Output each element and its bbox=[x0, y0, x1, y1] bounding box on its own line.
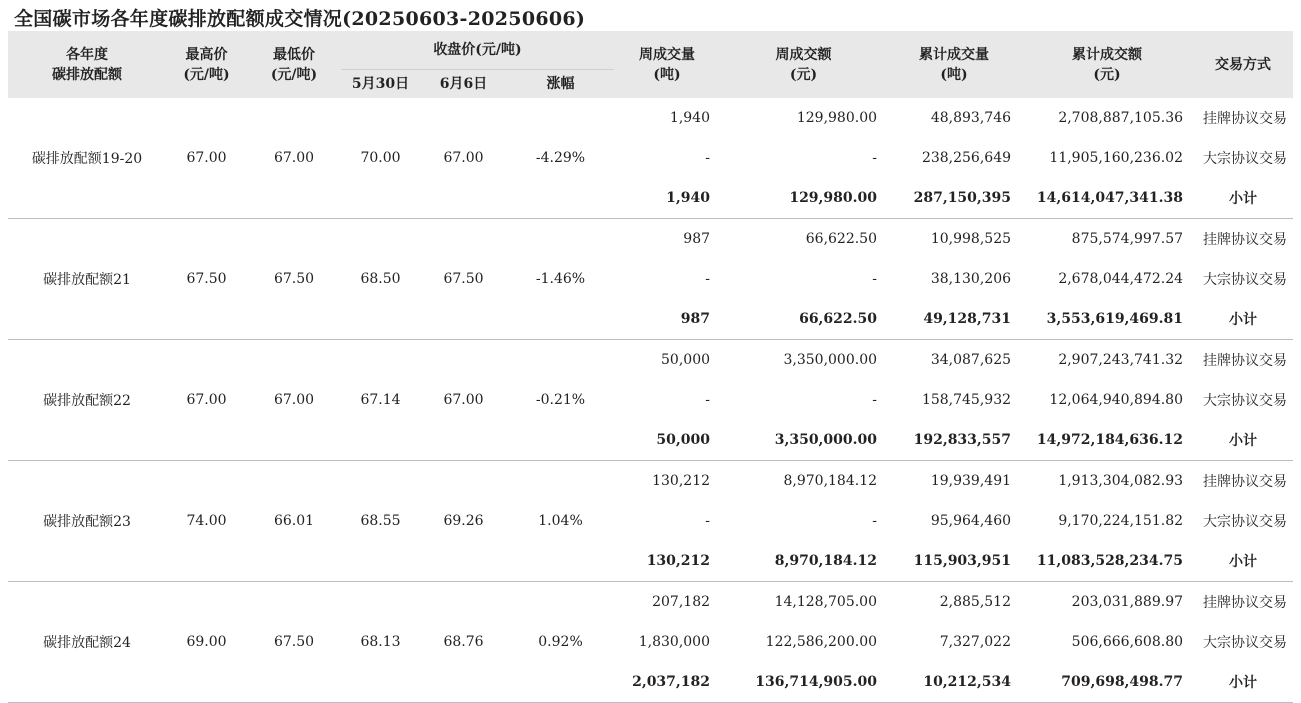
price-change-cell: 1.04% bbox=[507, 461, 614, 582]
page-title: 全国碳市场各年度碳排放配额成交情况(20250603-20250606) bbox=[14, 8, 586, 30]
cum-volume-cell: 238,256,649 bbox=[921, 150, 1012, 166]
trade-method-cell: 小计 bbox=[1193, 299, 1293, 340]
price-change-cell: 0.92% bbox=[507, 582, 614, 703]
allowance-name-cell: 碳排放配额21 bbox=[8, 219, 166, 340]
low-price-cell: 67.50 bbox=[247, 219, 341, 340]
allowance-name-cell: 碳排放配额22 bbox=[8, 340, 166, 461]
price-change-cell: -4.29% bbox=[507, 98, 614, 219]
week-volume-cell: 1,940 bbox=[669, 110, 711, 126]
cum-amount-cell: 14,972,184,636.12 bbox=[1021, 420, 1193, 461]
cum-volume-cell: 10,998,525 bbox=[930, 231, 1012, 247]
trade-method-cell: 小计 bbox=[1193, 420, 1293, 461]
trade-method-cell: 大宗协议交易 bbox=[1203, 635, 1288, 651]
high-price-cell: 67.00 bbox=[166, 98, 247, 219]
header-close-jun6: 6月6日 bbox=[420, 70, 507, 99]
cum-amount-cell: 14,614,047,341.38 bbox=[1021, 178, 1193, 219]
header-cum-volume: 累计成交量 (吨) bbox=[887, 31, 1021, 98]
close-may30-cell: 68.13 bbox=[341, 582, 420, 703]
cum-amount-cell: 709,698,498.77 bbox=[1021, 662, 1193, 703]
table-header bbox=[8, 31, 1293, 98]
cum-volume-cell: 34,087,625 bbox=[930, 352, 1012, 368]
cum-amount-cell: 1,913,304,082.93 bbox=[1058, 473, 1184, 489]
cum-volume-cell: 19,939,491 bbox=[930, 473, 1012, 489]
week-amount-cell: - bbox=[872, 150, 878, 166]
week-volume-cell: 1,830,000 bbox=[638, 634, 711, 650]
cum-volume-cell: 49,128,731 bbox=[887, 299, 1021, 340]
header-allowance: 各年度 碳排放配额 bbox=[8, 31, 166, 98]
header-close-price: 收盘价(元/吨) bbox=[341, 31, 614, 70]
price-change-cell: -0.21% bbox=[507, 340, 614, 461]
week-volume-cell: 987 bbox=[614, 299, 720, 340]
high-price-cell: 67.50 bbox=[166, 219, 247, 340]
close-jun6-cell: 67.00 bbox=[420, 98, 507, 219]
close-may30-cell: 68.50 bbox=[341, 219, 420, 340]
week-volume-cell: - bbox=[705, 150, 711, 166]
trade-method-cell: 挂牌协议交易 bbox=[1203, 111, 1288, 127]
low-price-cell: 67.00 bbox=[247, 340, 341, 461]
week-amount-cell: 3,350,000.00 bbox=[783, 352, 878, 368]
cum-amount-cell: 875,574,997.57 bbox=[1071, 231, 1184, 247]
allowance-name-cell: 碳排放配额24 bbox=[8, 582, 166, 703]
cum-volume-cell: 192,833,557 bbox=[887, 420, 1021, 461]
week-amount-cell: 3,350,000.00 bbox=[720, 420, 887, 461]
week-volume-cell: - bbox=[705, 392, 711, 408]
week-volume-cell: 207,182 bbox=[652, 594, 711, 610]
close-jun6-cell: 67.00 bbox=[420, 340, 507, 461]
week-amount-cell: 14,128,705.00 bbox=[774, 594, 878, 610]
week-volume-cell: 1,940 bbox=[614, 178, 720, 219]
header-low-price: 最低价 (元/吨) bbox=[247, 31, 341, 98]
cum-amount-cell: 506,666,608.80 bbox=[1071, 634, 1184, 650]
trade-method-cell: 小计 bbox=[1193, 178, 1293, 219]
trade-method-cell: 大宗协议交易 bbox=[1203, 151, 1288, 167]
header-close-may30: 5月30日 bbox=[341, 70, 420, 99]
week-amount-cell: 66,622.50 bbox=[720, 299, 887, 340]
cum-volume-cell: 2,885,512 bbox=[939, 594, 1012, 610]
week-amount-cell: 66,622.50 bbox=[805, 231, 878, 247]
week-amount-cell: 8,970,184.12 bbox=[783, 473, 878, 489]
high-price-cell: 74.00 bbox=[166, 461, 247, 582]
cum-amount-cell: 11,905,160,236.02 bbox=[1049, 150, 1184, 166]
week-amount-cell: - bbox=[872, 513, 878, 529]
allowance-name-cell: 碳排放配额19-20 bbox=[8, 98, 166, 219]
week-amount-cell: 129,980.00 bbox=[720, 178, 887, 219]
cum-amount-cell: 203,031,889.97 bbox=[1071, 594, 1184, 610]
cum-amount-cell: 2,678,044,472.24 bbox=[1058, 271, 1184, 287]
header-high-price: 最高价 (元/吨) bbox=[166, 31, 247, 98]
cum-amount-cell: 2,708,887,105.36 bbox=[1058, 110, 1184, 126]
close-may30-cell: 70.00 bbox=[341, 98, 420, 219]
week-volume-cell: - bbox=[705, 513, 711, 529]
close-jun6-cell: 68.76 bbox=[420, 582, 507, 703]
trade-method-cell: 挂牌协议交易 bbox=[1203, 474, 1288, 490]
week-amount-cell: 8,970,184.12 bbox=[720, 541, 887, 582]
price-change-cell: -1.46% bbox=[507, 219, 614, 340]
cum-amount-cell: 2,907,243,741.32 bbox=[1058, 352, 1184, 368]
table-row bbox=[8, 98, 1293, 138]
header-change: 涨幅 bbox=[507, 70, 614, 99]
header-week-amount: 周成交额 (元) bbox=[720, 31, 887, 98]
table-row bbox=[8, 219, 1293, 260]
table-body bbox=[8, 98, 1293, 703]
week-amount-cell: 129,980.00 bbox=[796, 110, 878, 126]
low-price-cell: 66.01 bbox=[247, 461, 341, 582]
cum-volume-cell: 48,893,746 bbox=[930, 110, 1012, 126]
week-volume-cell: - bbox=[705, 271, 711, 287]
week-volume-cell: 50,000 bbox=[661, 352, 711, 368]
header-cum-amount: 累计成交额 (元) bbox=[1021, 31, 1193, 98]
cum-amount-cell: 9,170,224,151.82 bbox=[1058, 513, 1184, 529]
week-volume-cell: 130,212 bbox=[614, 541, 720, 582]
week-amount-cell: - bbox=[872, 271, 878, 287]
trade-method-cell: 挂牌协议交易 bbox=[1203, 595, 1288, 611]
week-volume-cell: 130,212 bbox=[652, 473, 711, 489]
week-amount-cell: 136,714,905.00 bbox=[720, 662, 887, 703]
cum-volume-cell: 38,130,206 bbox=[930, 271, 1012, 287]
week-amount-cell: - bbox=[872, 392, 878, 408]
cum-volume-cell: 158,745,932 bbox=[921, 392, 1012, 408]
cum-volume-cell: 287,150,395 bbox=[887, 178, 1021, 219]
carbon-trading-table bbox=[8, 31, 1293, 703]
cum-volume-cell: 7,327,022 bbox=[939, 634, 1012, 650]
trade-method-cell: 大宗协议交易 bbox=[1203, 514, 1288, 530]
cum-amount-cell: 3,553,619,469.81 bbox=[1021, 299, 1193, 340]
week-volume-cell: 2,037,182 bbox=[614, 662, 720, 703]
low-price-cell: 67.00 bbox=[247, 98, 341, 219]
table-row bbox=[8, 340, 1293, 381]
week-amount-cell: 122,586,200.00 bbox=[765, 634, 878, 650]
trade-method-cell: 小计 bbox=[1193, 541, 1293, 582]
high-price-cell: 69.00 bbox=[166, 582, 247, 703]
week-volume-cell: 987 bbox=[683, 231, 711, 247]
trade-method-cell: 挂牌协议交易 bbox=[1203, 353, 1288, 369]
trade-method-cell: 小计 bbox=[1193, 662, 1293, 703]
trade-method-cell: 挂牌协议交易 bbox=[1203, 232, 1288, 248]
trade-method-cell: 大宗协议交易 bbox=[1203, 272, 1288, 288]
low-price-cell: 67.50 bbox=[247, 582, 341, 703]
header-trade-method: 交易方式 bbox=[1193, 31, 1293, 98]
cum-volume-cell: 10,212,534 bbox=[887, 662, 1021, 703]
table-row bbox=[8, 461, 1293, 502]
allowance-name-cell: 碳排放配额23 bbox=[8, 461, 166, 582]
cum-amount-cell: 11,083,528,234.75 bbox=[1021, 541, 1193, 582]
close-may30-cell: 67.14 bbox=[341, 340, 420, 461]
week-volume-cell: 50,000 bbox=[614, 420, 720, 461]
cum-amount-cell: 12,064,940,894.80 bbox=[1049, 392, 1184, 408]
trade-method-cell: 大宗协议交易 bbox=[1203, 393, 1288, 409]
cum-volume-cell: 95,964,460 bbox=[930, 513, 1012, 529]
close-jun6-cell: 69.26 bbox=[420, 461, 507, 582]
close-jun6-cell: 67.50 bbox=[420, 219, 507, 340]
close-may30-cell: 68.55 bbox=[341, 461, 420, 582]
high-price-cell: 67.00 bbox=[166, 340, 247, 461]
header-week-volume: 周成交量 (吨) bbox=[614, 31, 720, 98]
cum-volume-cell: 115,903,951 bbox=[887, 541, 1021, 582]
table-row bbox=[8, 582, 1293, 623]
